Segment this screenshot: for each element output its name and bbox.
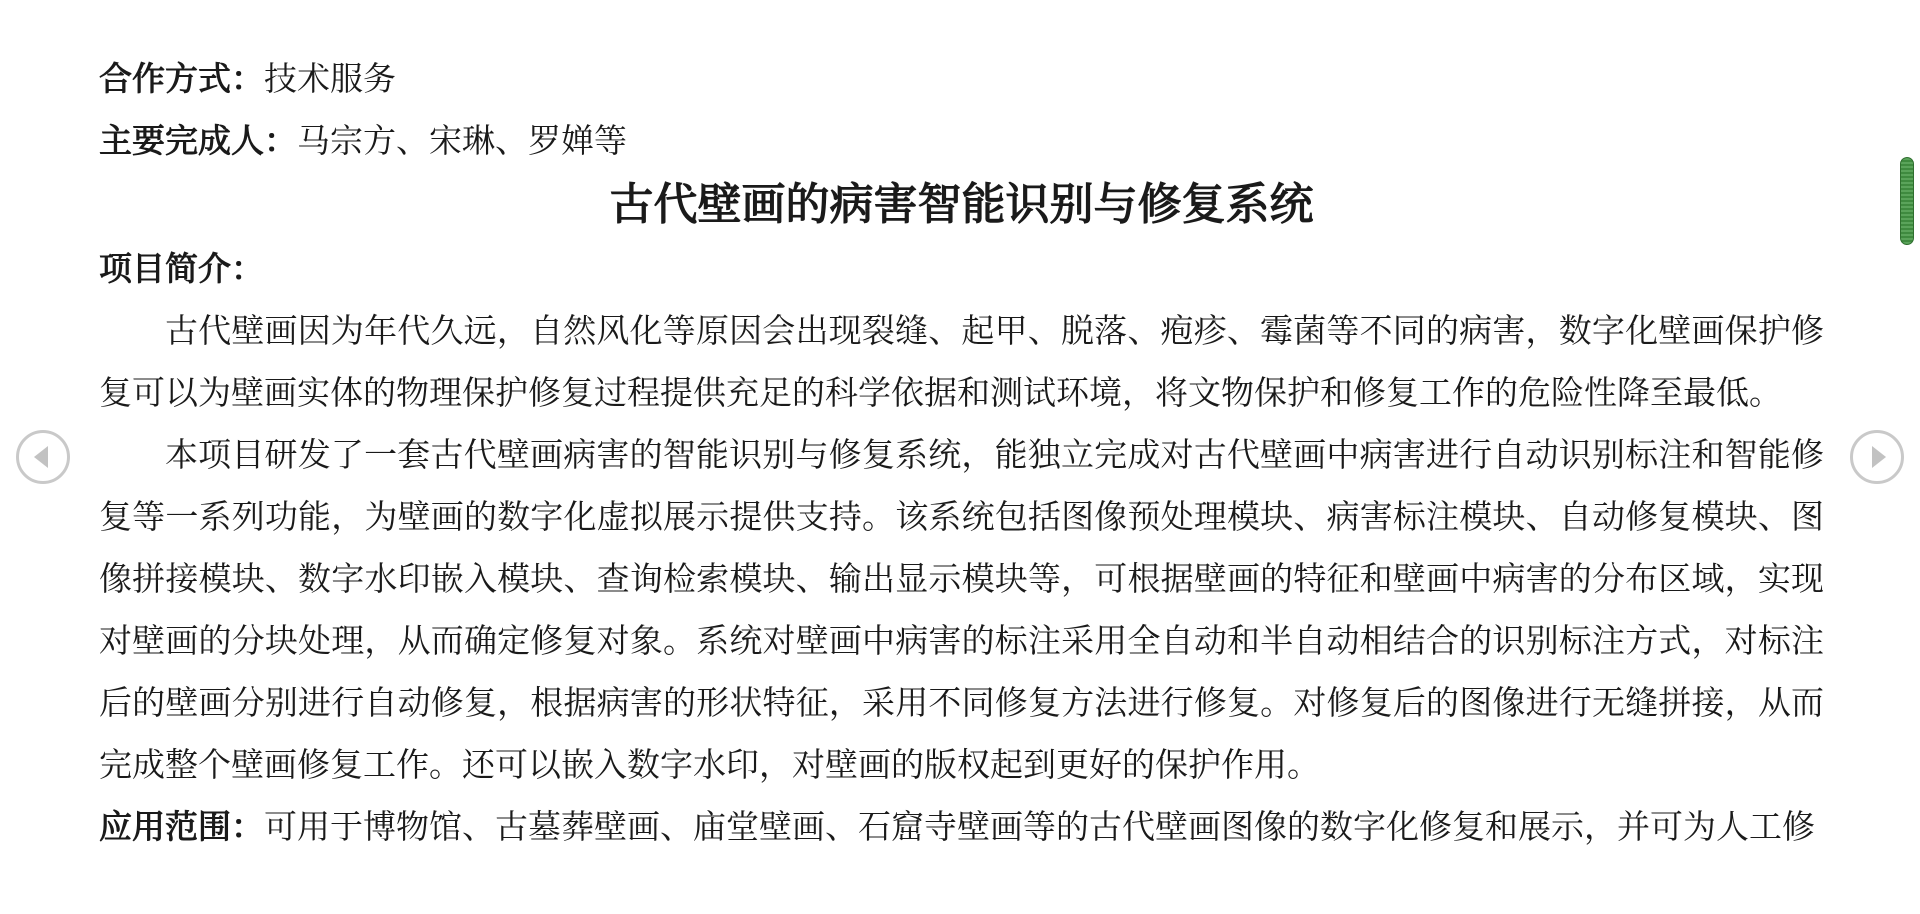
page-title: 古代壁画的病害智能识别与修复系统 [609,179,1314,230]
intro-label: 项目简介： [99,249,264,288]
application-value: 可用于博物馆、古墓葬壁画、庙堂壁画、石窟寺壁画等的古代壁画图像的数字化修复和展示，并可为人工修 [264,807,1815,846]
intro-label-line [99,238,1824,300]
intro-paragraph-2: 本项目研发了一套古代壁画病害的智能识别与修复系统，能独立完成对古代壁画中病害进行自动识别标注和智能修复等一系列功能，为壁画的数字化虚拟展示提供支持。该系统包括图像预处理模块、病害标注模块、自动修复模块、图像拼接模块、数字水印嵌入模块、查询检索模块、输出显示模块等，可根据壁画的特征和壁画中病害的分布区域，实现对壁画的分块处理，从而确定修复对象。系统对壁画中病害的标注采用全自动和半自动相结合的识别标注方式，对标注后的壁画分别进行自动修复，根据病害的形状特征，采用不同修复方法进行修复。对修复后的图像进行无缝拼接，从而完成整个壁画修复工作。还可以嵌入数字水印，对壁画的版权起到更好的保护作用。 [99,435,1824,784]
chevron-left-icon [34,446,48,468]
application-line [99,796,1824,858]
document-page [99,48,1824,858]
cooperation-line [99,48,1824,110]
people-label: 主要完成人： [99,121,297,160]
cooperation-label: 合作方式： [99,59,264,98]
cooperation-value: 技术服务 [264,59,396,98]
next-page-button[interactable] [1850,430,1904,484]
people-line [99,110,1824,172]
intro-paragraph-1: 古代壁画因为年代久远，自然风化等原因会出现裂缝、起甲、脱落、疱疹、霉菌等不同的病害，数字化壁画保护修复可以为壁画实体的物理保护修复过程提供充足的科学依据和测试环境，将文物保护和修复工作的危险性降至最低。 [99,311,1824,412]
people-value: 马宗方、宋琳、罗婵等 [297,121,627,160]
application-label: 应用范围： [99,807,264,846]
scrollbar-thumb[interactable] [1900,157,1914,245]
chevron-right-icon [1872,446,1886,468]
prev-page-button[interactable] [16,430,70,484]
